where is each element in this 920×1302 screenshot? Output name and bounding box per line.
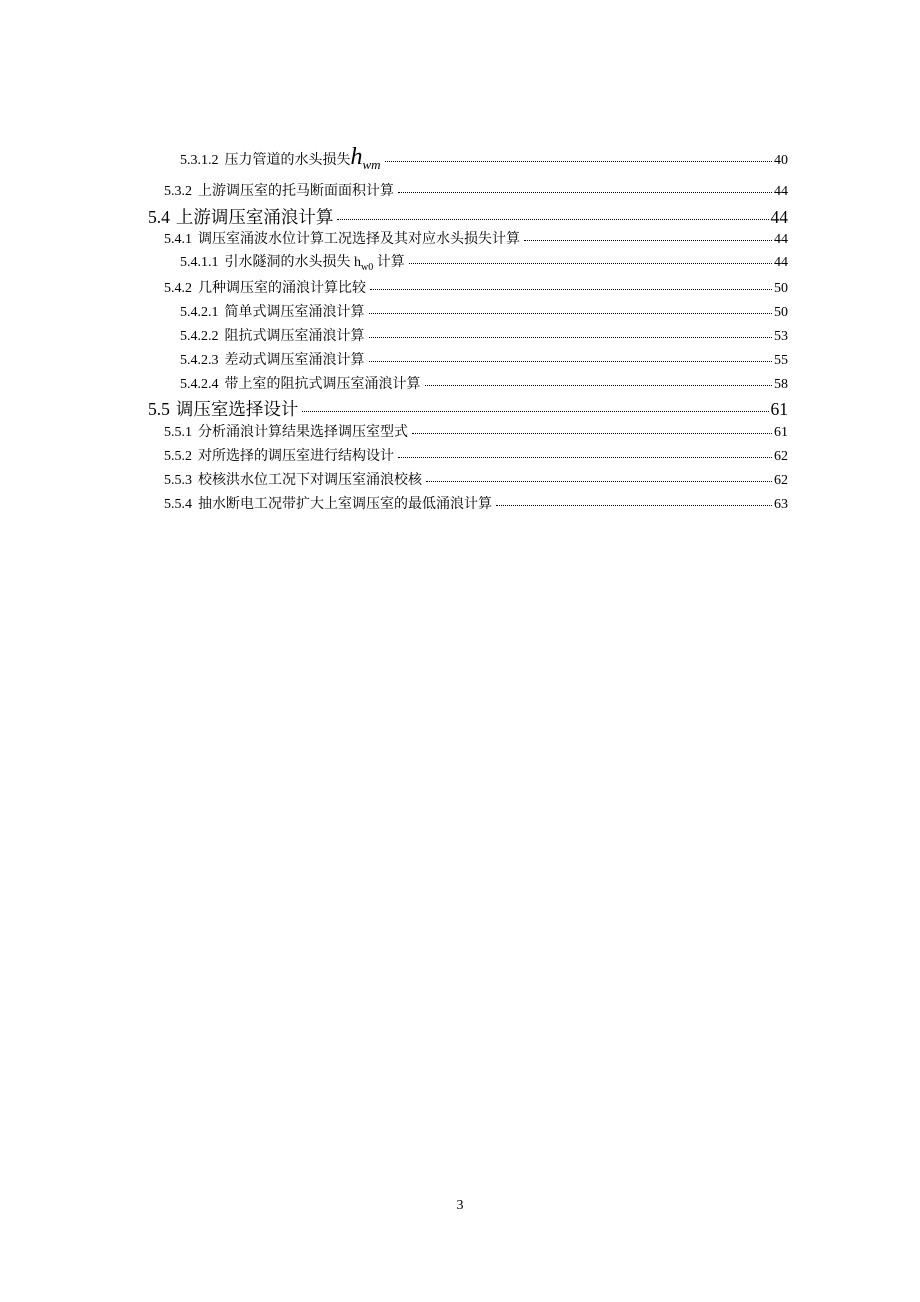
dot-leader <box>369 337 773 338</box>
toc-entry-number: 5.5.4 <box>164 497 192 512</box>
toc-entry-5-5-3 <box>164 472 788 490</box>
toc-entry-title: 上游调压室涌浪计算 <box>175 207 334 227</box>
toc-entry-page: 55 <box>774 353 788 368</box>
toc-entry-title: 调压室选择设计 <box>175 399 299 419</box>
toc-entry-number: 5.4.2.3 <box>180 353 219 368</box>
toc-entry-5-4-1-1 <box>180 254 788 273</box>
toc-entry-number: 5.5.1 <box>164 425 192 440</box>
toc-entry-page: 44 <box>774 184 788 199</box>
dot-leader <box>425 385 773 386</box>
toc-entry-page: 40 <box>774 153 788 168</box>
toc-entry-number: 5.5.3 <box>164 473 192 488</box>
toc-entry-title-text: 压力管道的水头损失 <box>224 153 351 168</box>
toc-entry-title: 上游调压室的托马断面面积计算 <box>198 184 394 199</box>
toc-entry-page: 63 <box>774 497 788 512</box>
dot-leader <box>385 161 772 162</box>
dot-leader <box>412 433 772 434</box>
toc-entry-title: 分析涌浪计算结果选择调压室型式 <box>198 425 408 440</box>
toc-entry-page: 62 <box>774 449 788 464</box>
toc-entry-title <box>225 254 405 273</box>
toc-entry-5-4-2-1 <box>180 304 788 322</box>
dot-leader <box>370 289 772 290</box>
dot-leader <box>409 263 772 264</box>
toc-entry-5-3-1-2 <box>180 144 788 172</box>
toc-entry-5-4-1 <box>164 231 788 249</box>
dot-leader <box>426 481 772 482</box>
toc-entry-number: 5.3.2 <box>164 184 192 199</box>
toc-entry-5-4 <box>148 206 788 228</box>
toc-entry-5-5 <box>148 398 788 420</box>
toc-entry-number: 5.4.1 <box>164 232 192 247</box>
toc-entry-title: 调压室涌波水位计算工况选择及其对应水头损失计算 <box>198 232 520 247</box>
toc-entry-number: 5.5.2 <box>164 449 192 464</box>
toc-entry-page: 50 <box>774 305 788 320</box>
toc-entry-page: 44 <box>770 207 788 227</box>
toc-entry-5-5-4 <box>164 496 788 514</box>
toc-entry-number: 5.4.2.4 <box>180 377 219 392</box>
toc-entry-number: 5.4 <box>148 207 170 227</box>
toc-entry-number: 5.4.2.2 <box>180 329 219 344</box>
page-number: 3 <box>456 1198 464 1213</box>
math-subscript-wm: wm <box>362 157 381 172</box>
toc-entry-number: 5.4.2.1 <box>180 305 219 320</box>
dot-leader <box>302 411 768 412</box>
toc-entry-page: 61 <box>770 399 788 419</box>
toc-entry-5-4-2-4 <box>180 376 788 394</box>
subscript-w0: w0 <box>361 262 374 273</box>
dot-leader <box>337 219 768 220</box>
dot-leader <box>524 240 772 241</box>
toc-entry-title: 对所选择的调压室进行结构设计 <box>198 449 394 464</box>
toc-entry-number: 5.4.1.1 <box>180 255 219 270</box>
toc-entry-title-suffix: 计算 <box>373 255 405 270</box>
toc-entry-page: 58 <box>774 377 788 392</box>
toc-entry-title: 带上室的阻抗式调压室涌浪计算 <box>224 377 421 392</box>
toc-entry-title: 差动式调压室涌浪计算 <box>224 353 365 368</box>
toc-entry-title: 阻抗式调压室涌浪计算 <box>224 329 365 344</box>
dot-leader <box>496 505 772 506</box>
toc-entry-5-4-2 <box>164 280 788 298</box>
toc-entry-title-text: 引水隧洞的水头损失 h <box>224 255 361 270</box>
toc-entry-5-4-2-2 <box>180 328 788 346</box>
toc-entry-number: 5.4.2 <box>164 281 192 296</box>
toc-entry-5-5-1 <box>164 424 788 442</box>
toc-entry-number: 5.5 <box>148 399 170 419</box>
toc-entry-title: 几种调压室的涌浪计算比较 <box>198 281 366 296</box>
toc-entry-5-5-2 <box>164 448 788 466</box>
dot-leader <box>398 457 772 458</box>
toc-entry-page: 61 <box>774 425 788 440</box>
dot-leader <box>398 192 772 193</box>
toc-entry-5-3-2 <box>164 183 788 201</box>
toc-entry-title: 校核洪水位工况下对调压室涌浪校核 <box>198 473 422 488</box>
toc-entry-title: 简单式调压室涌浪计算 <box>224 305 365 320</box>
toc-entry-title <box>224 144 381 172</box>
math-symbol-h: h <box>350 144 363 170</box>
toc-entry-page: 44 <box>774 255 788 270</box>
toc-entry-number: 5.3.1.2 <box>180 153 219 168</box>
toc-entry-title: 抽水断电工况带扩大上室调压室的最低涌浪计算 <box>198 497 492 512</box>
toc-entry-page: 44 <box>774 232 788 247</box>
toc-entry-page: 50 <box>774 281 788 296</box>
toc-entry-5-4-2-3 <box>180 352 788 370</box>
toc-entry-page: 62 <box>774 473 788 488</box>
dot-leader <box>369 361 773 362</box>
dot-leader <box>369 313 773 314</box>
toc-entry-page: 53 <box>774 329 788 344</box>
